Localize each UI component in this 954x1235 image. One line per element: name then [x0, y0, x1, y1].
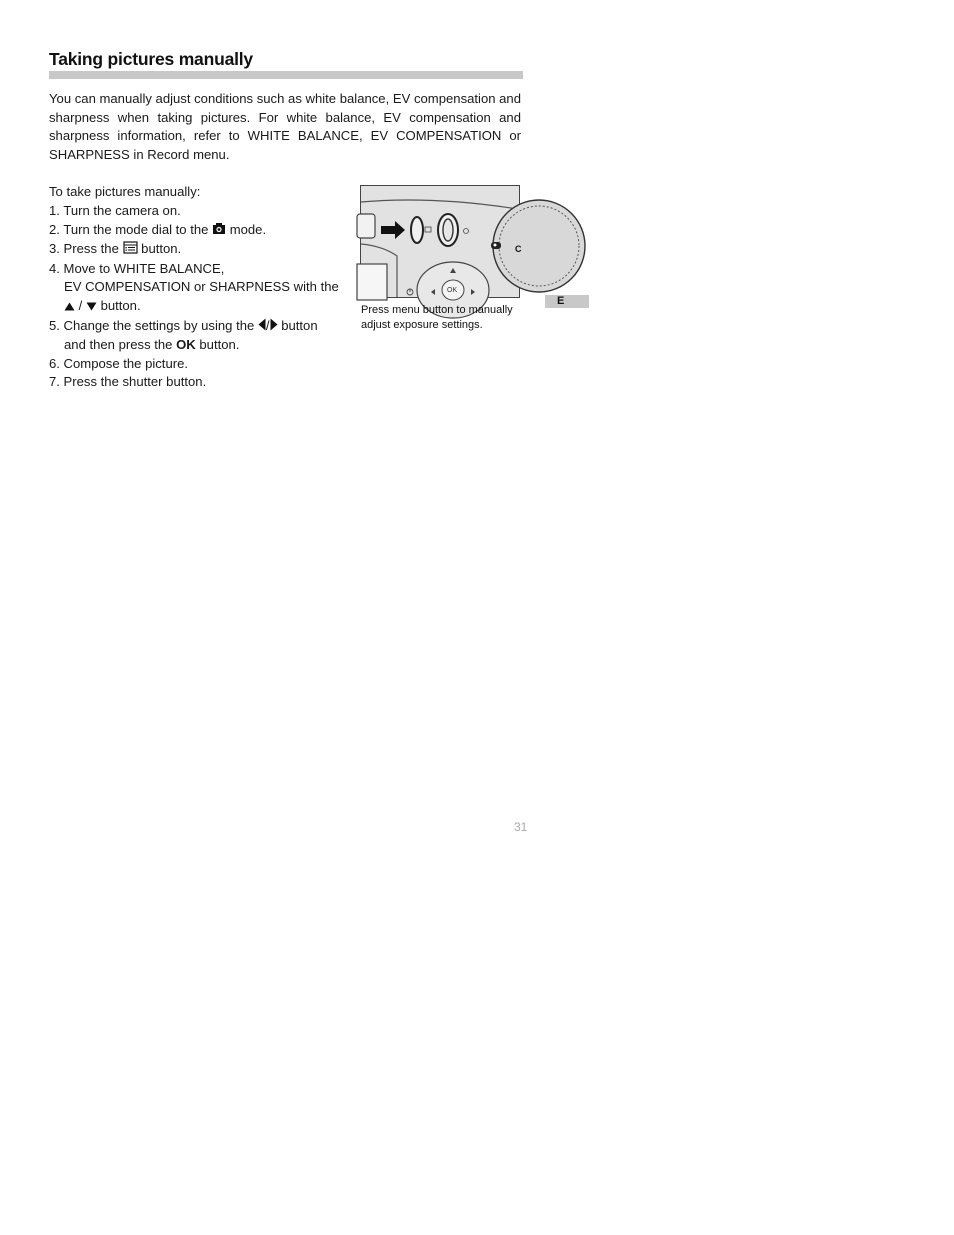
camera-illustration — [360, 185, 520, 298]
figure-ok-label: OK — [447, 287, 458, 294]
step-6: 6. Compose the picture. — [49, 355, 189, 371]
menu-icon — [123, 241, 138, 260]
page-number: 31 — [514, 820, 528, 834]
figure-caption: Press menu button to manually adjust exposure settings. — [361, 304, 513, 331]
language-tab: E — [545, 295, 589, 308]
step-5: 5. Change the settings by using the / button and then press the OK button. — [49, 317, 318, 353]
title-rule — [49, 71, 523, 79]
triangle-left-icon — [258, 318, 266, 337]
svg-text:C: C — [515, 244, 522, 254]
camera-icon — [212, 222, 226, 241]
menu-button-drawing — [411, 217, 423, 243]
step-3: 3. Press the button. — [49, 240, 349, 260]
step-7: 7. Press the shutter button. — [49, 374, 207, 390]
step-4: 4. Move to WHITE BALANCE, EV COMPENSATION or SHARPNESS with the / button. — [49, 260, 349, 317]
camera-back-drawing — [361, 186, 522, 297]
steps-list — [49, 202, 349, 392]
ok-label: OK — [176, 337, 196, 353]
triangle-up-icon — [64, 298, 75, 317]
step-2: 2. Turn the mode dial to the mode. — [49, 221, 349, 241]
triangle-right-icon — [270, 318, 278, 337]
intro-paragraph: You can manually adjust conditions such as white balance, EV compensation and sharpness when taking pictures. For white balance, EV compensation and sharpness information, refer to WHITE BALANCE, EV COMPENSATION or SHARPNESS in Record menu. — [49, 91, 521, 162]
triangle-down-icon — [86, 298, 97, 317]
step-1: 1. Turn the camera on. — [49, 203, 181, 218]
steps-intro: To take pictures manually: — [49, 184, 201, 199]
page-title: Taking pictures manually — [49, 49, 253, 69]
